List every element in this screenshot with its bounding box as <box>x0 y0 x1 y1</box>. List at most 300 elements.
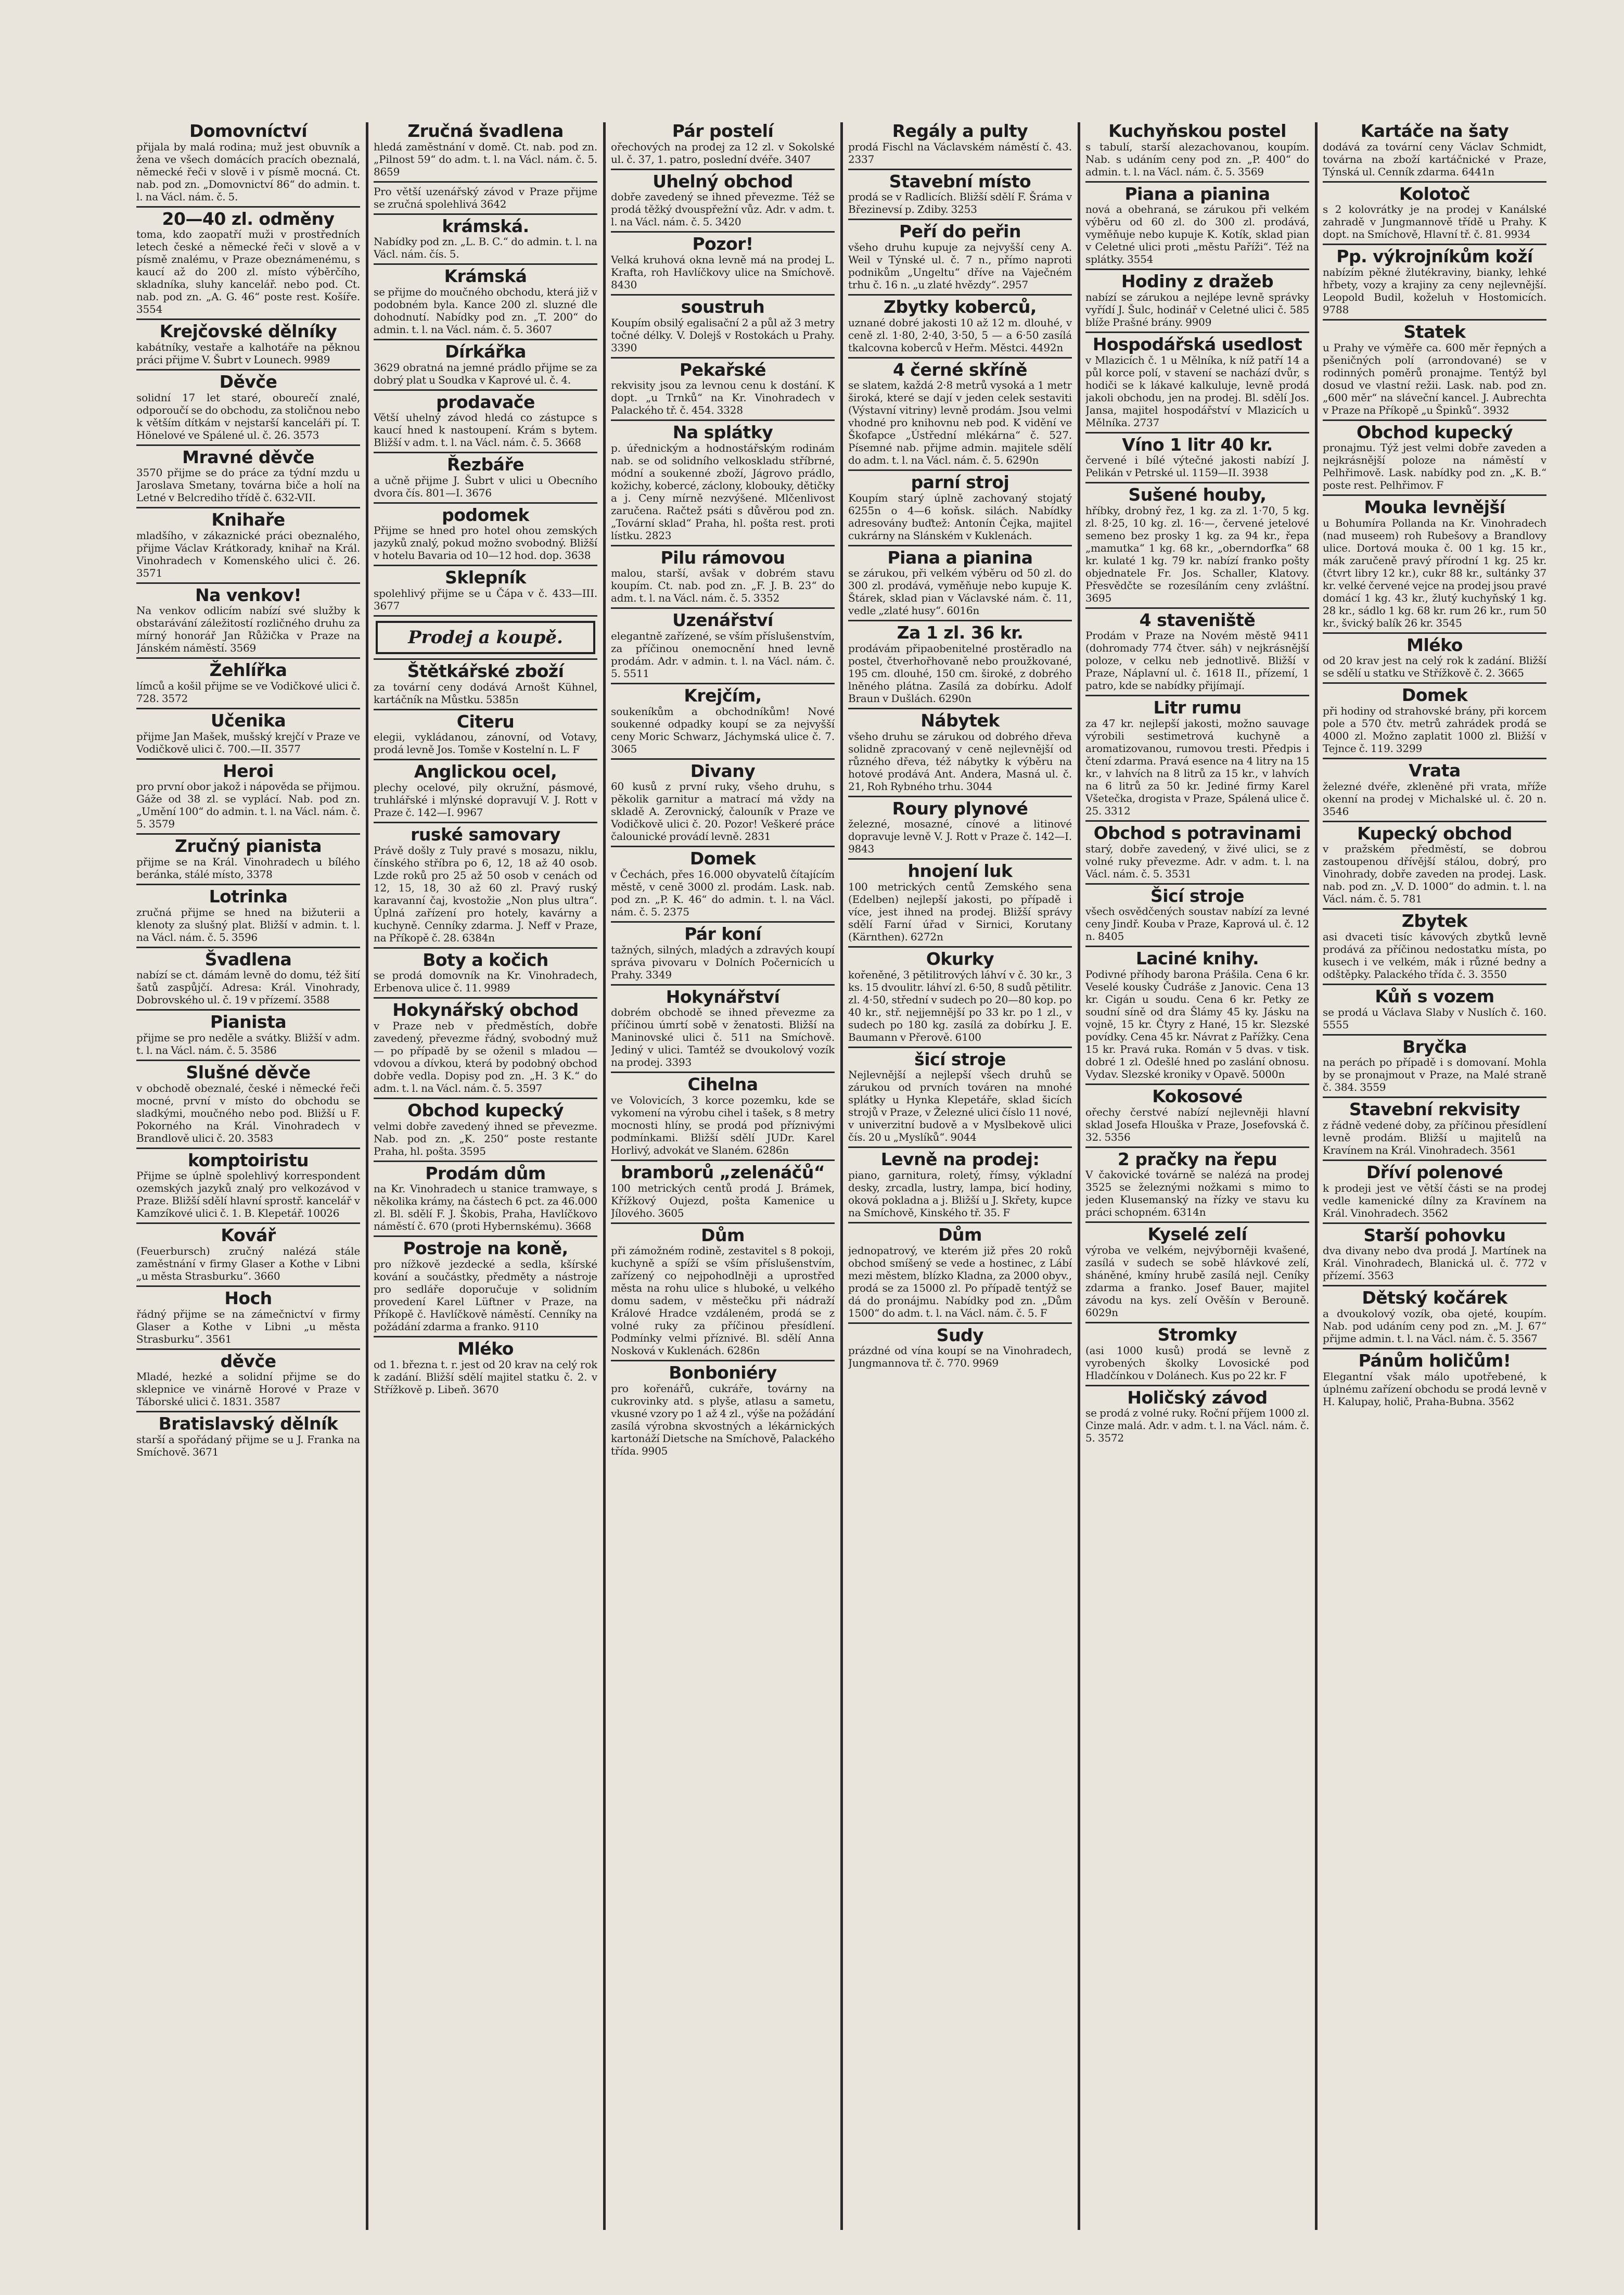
ad-heading: Mouka levnější <box>1364 497 1505 518</box>
ad-body: a učně přijme J. Šubrt v ulici u Obecního dvora čís. 801—I. 3676 <box>374 474 597 499</box>
classified-ad <box>611 988 835 1069</box>
ad-body: dobře zavedený se ihned převezme. Též se prodá těžký dvouspřežní vůz. Adr. v adm. t. l. na Václ. nám. č. 5. 3420 <box>611 190 835 228</box>
ad-body: 3629 obratná na jemné prádlo přijme se za dobrý plat u Soudka v Kaprové ul. č. 4. <box>374 361 597 386</box>
ad-separator <box>374 822 597 823</box>
ad-separator <box>611 1360 835 1361</box>
classified-ad <box>136 762 360 831</box>
ad-body: v Praze neb v předměstích, dobře zavedený, převezme řádný, svobodný muž — po případě by se oženil s mladou — vdovou a dívkou, která by podobný obchod dobře vedla. Dopisy pod zn. „H. 3 K.“ do adm. t. l. na Václ. nám. č. 5. 3597 <box>374 1019 597 1094</box>
ad-body: od 20 krav jest na celý rok k zadání. Bližší se sdělí u statku ve Střížkově č. 2. 3665 <box>1323 654 1546 680</box>
ad-heading: šicí stroje <box>914 1049 1006 1069</box>
column-6 <box>1323 122 1546 2235</box>
column-1 <box>136 122 360 2235</box>
ad-heading: Hoch <box>224 1287 272 1308</box>
ad-heading: Štětkářské zboží <box>407 661 564 682</box>
classified-ad <box>374 951 597 994</box>
classified-ad <box>1323 1038 1546 1094</box>
classified-ad <box>1323 636 1546 680</box>
ad-body: výroba ve velkém, nejvýborněji kvašené, zasílá v sudech se sobě hlávkové zelí, sháněné, kmíny hrubě zasílá nejl. Ceníky zdarma a franko. Josef Bauer, majitel závodu na kys. zelí Ověšín v Berouně. 6029n <box>1085 1243 1309 1319</box>
ad-heading: Bonboniéry <box>669 1362 777 1383</box>
ad-body: při hodiny od strahovské brány, při korcem pole a 570 čtv. metrů zahrádek prodá se 4000 zl. Možno zaplatit 1000 zl. Bližší v Tejnce č. 119. 3299 <box>1323 705 1546 755</box>
classified-ad <box>611 1076 835 1156</box>
classified-ad <box>611 1364 835 1457</box>
classified-ad <box>848 361 1072 467</box>
classified-ad <box>136 449 360 504</box>
classified-ad <box>374 569 597 612</box>
ad-heading: Hokynářský obchod <box>392 1000 579 1021</box>
classified-ad <box>374 506 597 562</box>
ad-separator <box>848 708 1072 709</box>
ad-separator <box>848 1146 1072 1148</box>
classified-ad <box>136 837 360 881</box>
ad-heading: Krejčovské dělníky <box>159 321 337 342</box>
ad-heading: Knihaře <box>211 509 285 530</box>
ad-separator <box>1085 1221 1309 1223</box>
ad-heading: Uzenářství <box>672 610 773 631</box>
ad-heading: Obchod kupecký <box>407 1100 564 1120</box>
ad-separator <box>611 758 835 760</box>
ad-separator <box>848 858 1072 860</box>
ad-heading: Na venkov! <box>195 584 302 605</box>
ad-body: starý, dobře zavedený, v živé ulici, se z volné ruky převezme. Adr. v adm. t. l. na Václ. nám. č. 5. 3531 <box>1085 842 1309 880</box>
ad-heading: Peří do peřin <box>899 221 1021 242</box>
ad-body: se zárukou, při velkém výběru od 50 zl. do 300 zl. prodává, vyměňuje nebo kupuje K. Štárek, sklad pian v Václavské nám. č. 11, vedle „zlaté husy“. 6016n <box>848 567 1072 617</box>
ad-heading: Anglickou ocel, <box>414 761 557 782</box>
ad-body: Prodám v Praze na Novém městě 9411 (dohromady 774 čtver. sáh) v nejkrásnější poloze, v celku neb jednotlivě. Bližší v Praze, Náplavní ul. č. 1618 II., přízemí, 1 patro, kde se nabídky přijímají. <box>1085 629 1309 692</box>
ad-separator <box>136 758 360 760</box>
classified-ad <box>1085 486 1309 604</box>
ad-body: mladšího, v zákaznické práci obeznalého, přijme Václav Krátkorady, knihař na Král. Vinohradech v Komenského ulici č. 26. 3571 <box>136 529 360 579</box>
classified-ad <box>848 862 1072 943</box>
classified-ad <box>136 1064 360 1144</box>
ad-separator <box>611 984 835 986</box>
ad-heading: Pár postelí <box>672 122 774 141</box>
ad-separator <box>1085 883 1309 885</box>
ad-body: Podivné příhody barona Prášila. Cena 6 kr. Veselé kousky Čudráše z Janovic. Cena 13 kr. Cigán u soudu. Cena 6 kr. Petky ze soudní síně od dra Šlámy 45 ky. Jásku na vojně, 15 kr. Čtyry z Hané, 15 kr. Slezské povídky. Cena 45 kr. Návrat z Pařížky. Cena 15 kr. Pravá ruka. Román v 5 dvas. v tisk. dobré 1 zl. Odešlé hned po zaslání obnosu. Vydav. Slezské kroniky v Opavě. 5000n <box>1085 968 1309 1081</box>
ad-body: starší a spořádaný přijme se u J. Franka na Smíchově. 3671 <box>136 1433 360 1458</box>
ad-body: pro nížkově jezdecké a sedla, kšírské kování a součástky, předměty a nástroje pro sedláře doporučuje v solidním provedení Karel Lüftner v Praze, na Příkopě č. Havlíčkově náměstí. Cenníky na požádání zdarma a franko. 9110 <box>374 1257 597 1333</box>
ad-heading: ruské samovary <box>411 824 560 845</box>
ad-separator <box>611 607 835 609</box>
classified-ad <box>374 393 597 449</box>
ad-separator <box>136 1348 360 1350</box>
ad-body: Koupím starý úplně zachovaný stojatý 6255n o 4—6 koňsk. silách. Nabídky adresovány buďtež: Antonín Čejka, majitel cukrárny na Slánském v Kuklenách. <box>848 491 1072 542</box>
ad-body: velmi dobře zavedený ihned se převezme. Nab. pod zn. „K. 250“ poste restante Praha, hl. pošta. 3595 <box>374 1119 597 1157</box>
ad-heading: hnojení luk <box>907 861 1013 882</box>
ad-separator <box>1323 682 1546 684</box>
classified-ad <box>611 850 835 918</box>
ad-body: u Bohumíra Pollanda na Kr. Vinohradech (nad museem) roh Rubešovy a Brandlovy ulice. Dortová mouka č. 00 1 kg. 15 kr., mák zaručeně pravý přírodní 1 kg. 25 kr. (čtvrt libry 12 kr.), cukr 88 kr., sultánky 37 kr. velké červené vejce na prodej jsou pravé domácí 1 kg. 43 kr., žlutý kuchyňský 1 kg. 28 kr., sádlo 1 kg. 68 kr. rum 26 kr., rum 50 kr., švický balík 26 kr. 3545 <box>1323 516 1546 629</box>
ad-heading: Dům <box>938 1224 982 1245</box>
ad-separator <box>1323 1096 1546 1098</box>
ad-heading: Sudy <box>936 1324 984 1345</box>
classified-ad <box>374 1340 597 1396</box>
ad-heading: Obchod s potravinami <box>1093 823 1301 844</box>
ad-separator <box>374 658 597 660</box>
classified-ad <box>374 122 597 178</box>
classified-ad <box>611 1227 835 1357</box>
column-3 <box>611 122 835 2235</box>
classified-ad <box>136 1152 360 1220</box>
classified-ad <box>136 1287 360 1345</box>
ad-separator <box>1323 494 1546 496</box>
ad-body: s tabulí, starší alezachovanou, koupím. Nab. s udáním ceny pod zn. „P. 400“ do admin. t. l. na Václ. nám. č. 5. 3569 <box>1085 140 1309 178</box>
ad-heading: parní stroj <box>911 472 1009 493</box>
ad-separator <box>136 206 360 208</box>
ad-body: Větší uhelný závod hledá co zástupce s kaucí hned k nastoupení. Krám s bytem. Bližší v adm. t. l. na Václ. nám. č. 5. 3668 <box>374 411 597 449</box>
ad-separator <box>1323 419 1546 421</box>
ad-body: pro první obor jakož i nápověda se přijmou. Gáže od 38 zl. se vyplácí. Nab. pod zn. „Umění 100“ do admin. t. l. na Václ. nám. č. 5. 3579 <box>136 780 360 831</box>
column-rule <box>1315 122 1318 2230</box>
ad-body: v Mlazicích č. 1 u Mělníka, k níž patří 14 a půl korce polí, v stavení se nachází dvůr, s hodiči se k lákavé kalkuluje, levně prodá jakoli obchodu, jen na prodej. Bl. sdělí Jos. Jansa, majitel hospodářství v Mlazicích u Mělníka. 2737 <box>1085 353 1309 429</box>
classified-ad <box>1323 912 1546 980</box>
ad-separator <box>374 502 597 504</box>
classified-ad <box>848 800 1072 856</box>
ad-separator <box>1085 1083 1309 1085</box>
ad-body: ořechových na prodej za 12 zl. v Sokolské ul. č. 37, 1. patro, poslední dvéře. 3407 <box>611 140 835 165</box>
classified-ad <box>136 951 360 1006</box>
ad-body: malou, starší, avšak v dobrém stavu koupím. Ct. nab. pod zn. „F. J. B. 23“ do adm. t. l. na Václ. nám. č. 5. 3352 <box>611 567 835 605</box>
ad-heading: Děvče <box>219 371 277 392</box>
ad-separator <box>374 1098 597 1099</box>
classified-ad <box>374 662 597 706</box>
ad-heading: bramborů „zelenáčů“ <box>620 1162 825 1182</box>
ad-body: všeho druhu se zárukou od dobrého dřeva solidně zpracovaný v ceně nejlevnější od různého dřeva, též nábytky k výběru na hotové prodává Ant. Andera, Masná ul. č. 21, Roh Rybného trhu. 3044 <box>848 730 1072 793</box>
ad-heading: Víno 1 litr 40 kr. <box>1122 434 1273 455</box>
ad-separator <box>1323 821 1546 822</box>
ad-body: hříbky, drobný řez, 1 kg. za zl. 1·70, 5 kg. zl. 8·25, 10 kg. zl. 16·—, červené jetelové semeno bez prosky 1 kg. za 94 kr., řepa „mamutka“ 1 kg. 68 kr., „oberndorfka“ 68 kr. kulaté 1 kg. 79 kr. nabízí franko pošty objednatele Fr. Jos. Schaller, Klatovy. Přesvědčte se rozesíláním ceny zvláštní. 3695 <box>1085 504 1309 604</box>
ad-heading: Domek <box>1401 685 1468 706</box>
ad-heading: Uhelný obchod <box>653 171 793 192</box>
ad-heading: Piana a pianina <box>1124 183 1270 204</box>
ad-heading: Pozor! <box>692 234 753 254</box>
ad-body: dodává za tovární ceny Václav Schmidt, továrna na zboží kartáčnické v Praze, Týnská ul. Cenník zdarma. 6441n <box>1323 140 1546 178</box>
classified-ad <box>374 215 597 261</box>
ad-heading: Pp. výkrojníkům koží <box>1336 246 1533 267</box>
ad-body: asi dvaceti tisíc kávových zbytků levně prodává za příčinou nedostatku místa, po kusech i ve velkém, mák i různé bedny a odštěpky. Palackého třída č. 3. 3550 <box>1323 930 1546 981</box>
classified-ad <box>848 298 1072 354</box>
classified-ad <box>1085 436 1309 479</box>
ad-body: jednopatrový, ve kterém již přes 20 roků obchod smíšený se vede a hostinec, z Lábí mezi městem, blízko Kladna, za 2000 obyv., prodá se za 15000 zl. Po případě tentýž se dá do pronájmu. Nabídky pod zn. „Dům 1500“ do adm. t. l. na Václ. nám. č. 5. F <box>848 1244 1072 1319</box>
classified-ad <box>1323 1289 1546 1345</box>
ad-heading: Zbytky koberců, <box>884 296 1037 317</box>
ad-separator <box>136 884 360 885</box>
ad-heading: Domek <box>689 848 756 869</box>
ad-heading: Lotrinka <box>209 886 288 907</box>
ad-body: hledá zaměstnání v domě. Ct. nab. pod zn. „Pilnost 59“ do adm. t. l. na Václ. nám. č. 5. 8659 <box>374 140 597 178</box>
ad-heading: Kupecký obchod <box>1357 823 1512 844</box>
ad-separator <box>848 620 1072 621</box>
ad-separator <box>1085 432 1309 434</box>
ad-separator <box>1085 482 1309 483</box>
ad-heading: Roury plynové <box>892 798 1028 819</box>
classified-ad <box>136 323 360 366</box>
ad-separator <box>1323 1159 1546 1161</box>
ad-body: na Kr. Vinohradech u stanice tramwaye, s několika krámy, na částech 6 pct. za 46.000 zl. Bl. sdělí F. J. Škobis, Praha, Havlíčkovo náměstí č. 670 (proti Hybernskému). 3668 <box>374 1182 597 1233</box>
ad-heading: Hospodářská usedlost <box>1092 334 1302 354</box>
ad-heading: Stromky <box>1157 1324 1237 1345</box>
ad-body: prodávám připaobenitelné prostěradlo na postel, čtverhořhovaně nebo proužkované, 195 cm. dlouhé, 150 cm. široké, z dobrého lněného plátna. Zasílá za dobírku. Adolf Braun v Dušlách. 6290n <box>848 642 1072 705</box>
ad-separator <box>136 947 360 948</box>
ad-separator <box>848 1322 1072 1324</box>
ad-heading: Učenika <box>210 710 286 731</box>
ad-body: v pražském předměstí, se dobrou zastoupenou dřívější stálou, dobrý, pro Vinohrady, dobře zaveden na prodej. Lask. nab. pod zn. „V. D. 1000“ do admin. t. l. na Václ. nám. č. 5. 781 <box>1323 843 1546 906</box>
ad-heading: Šicí stroje <box>1150 885 1244 906</box>
classified-ad <box>1085 1226 1309 1319</box>
ad-heading: Slušné děvče <box>186 1062 311 1082</box>
ad-separator <box>611 231 835 233</box>
classified-ad <box>848 712 1072 793</box>
ad-separator <box>1085 820 1309 822</box>
ad-body: kabátníky, vestaře a kalhotáře na pěknou práci přijme V. Šubrt v Lounech. 9989 <box>136 340 360 366</box>
ad-heading: Postroje na koně, <box>403 1238 568 1259</box>
classified-ad <box>136 122 360 203</box>
ad-body: k prodeji jest ve větší části se na prodej vedle kamenické dílny za Kravínem na Král. Vinohradech. 3562 <box>1323 1181 1546 1219</box>
ad-heading: Hokynářství <box>666 986 780 1007</box>
newspaper-page <box>136 122 1575 2240</box>
ad-heading: komptoiristu <box>188 1150 309 1170</box>
column-4 <box>848 122 1072 2235</box>
ad-separator <box>374 213 597 215</box>
ad-heading: Pianista <box>210 1012 287 1032</box>
ad-heading: Laciné knihy. <box>1135 948 1259 969</box>
ad-separator <box>611 1072 835 1073</box>
ad-heading: Mravné děvče <box>182 447 314 467</box>
ad-heading: krámská. <box>442 215 529 236</box>
ad-separator <box>1085 1146 1309 1148</box>
ad-heading: Na splátky <box>672 422 773 443</box>
ad-body: dva divany nebo dva prodá J. Martínek na Král. Vinohradech, Blanická ul. č. 772 v přízemí. 3563 <box>1323 1244 1546 1282</box>
classified-ad <box>611 549 835 605</box>
ad-separator <box>611 1159 835 1161</box>
ad-separator <box>1085 332 1309 333</box>
ad-body: elegantně zařízené, se vším příslušenstvím, za příčinou onemocnění hned levně prodám. Adr. v admin. t. l. na Václ. nám. č. 5. 5511 <box>611 630 835 680</box>
ad-body: a dvoukolový vozík, oba ojeté, koupím. Nab. pod udáním ceny pod zn. „M. J. 67“ přijme admin. t. l. na Václ. nám. č. 5. 3567 <box>1323 1307 1546 1345</box>
classified-ad <box>374 1102 597 1157</box>
ad-body: prázdné od vína koupí se na Vinohradech, Jungmannova tř. č. 770. 9969 <box>848 1344 1072 1370</box>
classified-ad <box>374 1165 597 1233</box>
ad-body: (Feuerbursch) zručný nalézá stále zaměstnání v firmy Glaser a Kothe v Libni „u města Strasburku“. 3660 <box>136 1244 360 1282</box>
ad-body: nová a obehraná, se zárukou při velkém výběru od 60 zl. do 300 zl. prodává, vyměňuje nebo kupuje K. Kotík, sklad pian v Celetné ulici proti „městu Paříži“. Též na splátky. 3554 <box>1085 203 1309 266</box>
ad-body: pro kořenářů, cukráře, továrny na cukrovinky atd. s plyše, atlasu a sametu, vkusné vzory po 1 až 4 zl., výše na požádání zasílá výrobna skvostných a lékárnických kartonáží Dietsche na Smíchově, Palackého třída. 9905 <box>611 1382 835 1457</box>
classified-ad <box>136 373 360 441</box>
ad-separator <box>136 1148 360 1149</box>
column-rule <box>840 122 843 2230</box>
ad-separator <box>374 181 597 183</box>
classified-ad <box>611 424 835 542</box>
ad-heading: Mléko <box>457 1338 514 1359</box>
ad-body: se prodá z volné ruky. Roční příjem 1000 zl. Cinze malá. Adr. v adm. t. l. na Václ. nám. č. 5. 3572 <box>1085 1407 1309 1445</box>
ad-separator <box>848 219 1072 220</box>
ad-body: přijme se pro neděle a svátky. Bližší v adm. t. l. na Václ. nám. č. 5. 3586 <box>136 1031 360 1056</box>
ad-separator <box>374 1336 597 1337</box>
classified-ad <box>1085 1151 1309 1219</box>
classified-ad <box>374 713 597 756</box>
ad-body: přijme Jan Mašek, mušský krejčí v Praze ve Vodičkově ulici č. 700.—II. 3577 <box>136 730 360 755</box>
ad-separator <box>374 947 597 949</box>
ad-separator <box>848 469 1072 471</box>
classified-ad <box>848 624 1072 705</box>
ad-separator <box>374 389 597 391</box>
ad-separator <box>136 507 360 508</box>
ad-body: při zámožném rodině, zestavitel s 8 pokoji, kuchyně a spíží se vším příslušenstvím, zařízený co nejpohodlněji a uprostřed města na rohu ulice s hluboké, u velkého domu sadem, v městečku při nádraží Králové Hradce vzdáleném, prodá se z volné ruky za příčinou přesídlení. Podmínky velmi příznivé. Bl. sdělí Anna Nosková v Kuklenách. 6286n <box>611 1244 835 1357</box>
ad-body: 100 metrických centů Zemského sena (Edelben) nejlepší jakosti, po případě i více, jest ihned na prodej. Bližší správy sdělí Farní úřad v Sirnici, Korutany (Kärnthen). 6272n <box>848 881 1072 944</box>
ad-separator <box>611 846 835 847</box>
ad-body: se slatem, každá 2·8 metrů vysoká a 1 metr široká, které se dají v jeden celek sestaviti (Výstavní vitriny) levně prodám. Jsou velmi vhodné pro knihovnu neb pod. K vidění ve Škofapce „Ústřední mlékárna“ č. 527. Písemné nab. přijme admin. majitele sdělí do adm. t. l. na Václ. nám. č. 5. 6290n <box>848 379 1072 467</box>
ad-heading: Kovář <box>221 1225 276 1246</box>
ad-heading: 2 pračky na řepu <box>1117 1149 1277 1169</box>
ad-body: p. úřednickým a hodnostářským rodinám nab. se od solidního velkoskladu stříbrné, módní a soukenné zboží, Jágrovo prádlo, kožichy, kobercé, záclony, klobouky, dětičky a j. Ceny mírně nezvýšené. Mlčenlivost zaručena. Račtež psáti s důvěrou pod zn. „Tovární sklad“ Praha, hl. pošta rest. proti lístku. 2823 <box>611 441 835 542</box>
ad-separator <box>1085 181 1309 183</box>
ad-separator <box>611 169 835 170</box>
ad-separator <box>1085 1385 1309 1386</box>
section-header-box: Prodej a koupě. <box>376 621 595 654</box>
ad-heading: Pánům holičům! <box>1358 1350 1511 1371</box>
ad-heading: Boty a kočich <box>423 949 548 970</box>
ad-separator <box>848 1222 1072 1223</box>
classified-ad <box>374 456 597 499</box>
ad-separator <box>611 294 835 296</box>
classified-ad <box>374 826 597 944</box>
classified-ad <box>848 549 1072 617</box>
ad-heading: Domovníctví <box>189 122 308 141</box>
ad-body: nabízí se ct. dámám levně do domu, též šití šatů zaspůjčí. Adresa: Král. Vinohrady, Dobrovského ul. č. 19 v přízemí. 3588 <box>136 968 360 1006</box>
classified-ad <box>1323 122 1546 178</box>
ad-body: dobrém obchodě se ihned převezme za příčinou úmrtí sobě v ženatosti. Bližší na Maninovské ulici č. 511 na Smíchově. Jediný v ulici. Tamtéž se dvoukolový vozík na prodej. 3393 <box>611 1006 835 1069</box>
ad-body: přijala by malá rodina; muž jest obuvník a žena ve všech domácích pracích obeznalá, německé řeči v slově i v písmě mocná. Ct. nab. pod zn. „Domovnictví 86“ do admin. t. l. na Václ. nám. č. 5. <box>136 140 360 203</box>
ad-heading: Starší pohovku <box>1363 1225 1506 1245</box>
classified-ad <box>1085 824 1309 880</box>
ad-body: Koupím obsilý egalisační 2 a půl až 3 metry točné délky. V. Dolejš v Rostokách u Prahy. 3390 <box>611 316 835 354</box>
ad-separator <box>136 1411 360 1412</box>
classified-ad <box>1323 825 1546 906</box>
ad-separator <box>136 1285 360 1287</box>
ad-body: za tovární ceny dodává Arnošt Kühnel, kartáčník na Můstku. 5385n <box>374 680 597 706</box>
classified-ad <box>1323 1227 1546 1282</box>
classified-ad <box>1323 686 1546 755</box>
classified-ad <box>1085 950 1309 1080</box>
ad-separator <box>1323 1285 1546 1286</box>
classified-ad <box>136 586 360 655</box>
ad-body: 60 kusů z první ruky, všeho druhu, s pěkolik garnitur a matrací má vždy na skladě A. Zerovnický, čalouník v Praze ve Vodičkově ulici č. 20. Pozor! Veškeré práce čalounické provádí levně. 2831 <box>611 780 835 843</box>
ad-heading: Dírkářka <box>445 341 526 362</box>
classified-ad <box>1323 988 1546 1031</box>
ad-separator <box>848 357 1072 359</box>
ad-body: spolehlivý přijme se u Čápa v č. 433—III. 3677 <box>374 587 597 613</box>
ad-body: od 1. března t. r. jest od 20 krav na celý rok k zadání. Bližší sdělí majitel statku č. 2. v Střížkově p. Libeň. 3670 <box>374 1358 597 1396</box>
ad-body: tažných, silných, mladých a zdravých koupí správa pivovaru v Dolních Počernicích u Prahy. 3349 <box>611 943 835 981</box>
classified-ad <box>374 763 597 819</box>
classified-ad <box>611 122 835 165</box>
ad-separator <box>136 657 360 659</box>
ad-heading: Kolotoč <box>1399 183 1470 204</box>
ad-separator <box>136 444 360 446</box>
ad-separator <box>1323 1222 1546 1224</box>
classified-ad <box>1085 273 1309 328</box>
ad-heading: Krejčím, <box>684 685 762 706</box>
ad-heading: podomek <box>442 504 529 525</box>
ad-separator <box>374 452 597 453</box>
ad-body: u Prahy ve výměře ca. 600 měr řepných a pšeničných polí (arrondované) se v rodinných poměrů pronajme. Tentýž byl dosud ve vlastní režii. Lask. nab. pod zn. „600 měr“ na sláveční kancel. J. Aubrechta v Praze na Příkopě „u Špinků“. 3932 <box>1323 341 1546 416</box>
ad-body: Právě došly z Tuly pravé s mosazu, niklu, čínského stříbra po 6, 12, 18 až 40 osob. Lzde roků pro 25 až 50 osob v cenách od 12, 15, 18, 30 až 60 zl. Pravý ruský karavanní čaj, kvostožie „Non plus ultra“. Úplná zařízení pro hotely, kavárny a kuchyně. Cenníky zdarma. J. Neff v Praze, na Příkopě č. 28. 6384n <box>374 844 597 944</box>
classified-ad <box>848 122 1072 165</box>
ad-body: kořeněné, 3 pětilitrových láhví v č. 30 kr., 3 ks. 15 dvoulitr. láhví zl. 6·50, 8 sudů pětilitr. zl. 4·50, střední v sudech po 20—80 kop. po 40 kr., stř. nejjemnější po 33 kr. po 1 zl., v sudech po 180 kg. zasílá za dobírku J. E. Baumann v Přerově. 6100 <box>848 968 1072 1043</box>
ad-body: pronajmu. Týž jest velmi dobře zaveden a nejkrásnější poloze na náměstí v Pelhřimově. Lask. nabídky pod zn. „K. B.“ poste rest. Pelhřimov. F <box>1323 441 1546 492</box>
ad-body: elegii, vykládanou, zánovní, od Votavy, prodá levně Jos. Tomše v Kostelní n. L. F <box>374 731 597 756</box>
ad-body: Na venkov odlicím nabízí své služby k obstarávání záležitostí rozličného druhu za mírný honorář Jan Růžička v Praze na Jánském náměstí. 3569 <box>136 604 360 655</box>
classified-ad <box>611 762 835 843</box>
ad-separator <box>374 1161 597 1162</box>
ad-body: ve Volovicích, 3 korce pozemku, kde se vykomení na výrobu cihel i tašek, s 8 metry mocnosti hlíny, se prodá pod příznivými podmínkami. Bližší sdělí JUDr. Karel Horlivý, advokát ve Slaném. 6286n <box>611 1093 835 1156</box>
ad-body: rekvisity jsou za levnou cenu k dostání. K dopt. „u Trnků“ na Kr. Vinohradech v Palackého tř. č. 454. 3328 <box>611 379 835 417</box>
classified-ad <box>1323 424 1546 492</box>
ad-heading: Krámská <box>444 266 527 287</box>
ad-body: V čakovické továrně se nalézá na prodej 3525 se železnými nožkami s mimo to jeden Klusemanský na řízky ve stavu ku práci schopném. 6314n <box>1085 1168 1309 1219</box>
ad-heading: Zručný pianista <box>175 836 322 857</box>
ad-heading: Holičský závod <box>1127 1387 1268 1408</box>
ad-body: ořechy čerstvé nabízí nejlevněji hlavní sklad Josefa Hlouška v Praze, Josefovská č. 32. 5356 <box>1085 1105 1309 1143</box>
ad-body: prodá se v Radlicích. Bližší sdělí F. Šráma v Březinevsí p. Zdiby. 3253 <box>848 190 1072 216</box>
classified-ad <box>1085 699 1309 817</box>
ad-body: Mladé, hezké a solidní přijme se do sklepnice ve vinárně Horové v Praze v Táborské ulici č. 1831. 3587 <box>136 1370 360 1408</box>
classified-ad <box>848 223 1072 291</box>
ad-separator <box>611 921 835 923</box>
ad-heading: Hodiny z dražeb <box>1121 271 1274 292</box>
ad-body: 100 metrických centů prodá J. Brámek, Křížkový Oujezd, pošta Kamenice u Jílového. 3605 <box>611 1181 835 1219</box>
classified-ad <box>136 712 360 755</box>
ad-body: všech osvědčených soustav nabízí za levné ceny Jindř. Kouba v Praze, Kaprová ul. č. 12 n. 8405 <box>1085 905 1309 943</box>
ad-body: piano, garnitura, roletý, římsy, výkladní desky, zrcadla, lustry, lampa, bicí hodiny, oková pokladna a j. Bližší u J. Skřety, kupce na Smíchově, Kinského tř. 35. F <box>848 1168 1072 1219</box>
classified-ad <box>1323 762 1546 818</box>
ad-body: solidní 17 let staré, obourečí znalé, odporoučí se do obchodu, za stoličnou nebo k větším dítkám v nejstarší kanceláři pí. T. Hönelové ve Spálené ul. č. 26. 3573 <box>136 391 360 441</box>
ad-separator <box>374 565 597 566</box>
classified-ad <box>1323 1352 1546 1408</box>
ad-body: prodá Fischl na Václavském náměstí č. 43. 2337 <box>848 140 1072 165</box>
ad-separator <box>848 294 1072 296</box>
classified-ad <box>848 474 1072 542</box>
ad-separator <box>136 708 360 709</box>
ad-heading: Piana a pianina <box>887 547 1033 568</box>
classified-ad <box>1085 336 1309 429</box>
classified-ad <box>1085 887 1309 943</box>
classified-ad <box>1323 1164 1546 1219</box>
classified-ad <box>611 235 835 291</box>
ad-heading: Dětský kočárek <box>1362 1287 1507 1308</box>
ad-heading: 4 staveniště <box>1139 609 1256 630</box>
ad-heading: Divany <box>690 760 756 781</box>
ad-heading: Pár koní <box>684 924 761 945</box>
ad-body: Nejlevnější a nejlepší všech druhů se zárukou od prvních továren na mnohé splátky u Hynka Klepetáře, sklad šicích strojů v Praze, v Železné ulici číslo 11 nové, v univerzitní budově a v Myslbekově ulici čís. 20 u „Myslíků“. 9044 <box>848 1068 1072 1144</box>
ad-separator <box>611 357 835 359</box>
ad-body: Nabídky pod zn. „L. B. C.“ do admin. t. l. na Václ. nám. čís. 5. <box>374 235 597 261</box>
ad-heading: Kokosové <box>1152 1086 1243 1107</box>
ad-separator <box>848 946 1072 948</box>
ad-heading: Statek <box>1403 321 1466 342</box>
ad-separator <box>848 545 1072 546</box>
ad-body: za 47 kr. nejlepší jakosti, možno sauvage výrobili sestimetrová kuchyně a aromatizovanou, rumovou tresti. Předpis i čtení zdarma. Pravá esence na 4 litry na 15 kr., v lahvích na 8 litrů za 15 kr., v lahvích na 6 litrů za 50 kr. Jediné firmy Karel Všetečka, drogista v Praze, Spálená ulice č. 25. 3312 <box>1085 717 1309 818</box>
ad-body: železné, mosazné, cínové a litinové dopravuje levně V. J. Rott v Praze č. 142—I. 9843 <box>848 818 1072 856</box>
ad-separator <box>611 683 835 684</box>
ad-body: se přijme do moučného obchodu, která již v podobném byla. Kance 200 zl. sluzné dle dohodnutí. Nabídky pod zn. „T. 200“ do admin. t. l. na Václ. nám. č. 5. 3607 <box>374 285 597 336</box>
ad-separator <box>374 1235 597 1237</box>
ad-heading: Stavební místo <box>889 171 1031 192</box>
ad-body: 3570 přijme se do práce za týdní mzdu u Jaroslava Smetany, továrna biče a holí na Letné v Belcrediho třídě č. 632-VII. <box>136 466 360 504</box>
ad-separator <box>136 1060 360 1061</box>
ad-heading: Řezbáře <box>446 454 525 475</box>
column-rule <box>366 122 368 2230</box>
ad-separator <box>848 1047 1072 1048</box>
ad-heading: Regály a pulty <box>892 122 1028 141</box>
ad-separator <box>848 796 1072 797</box>
